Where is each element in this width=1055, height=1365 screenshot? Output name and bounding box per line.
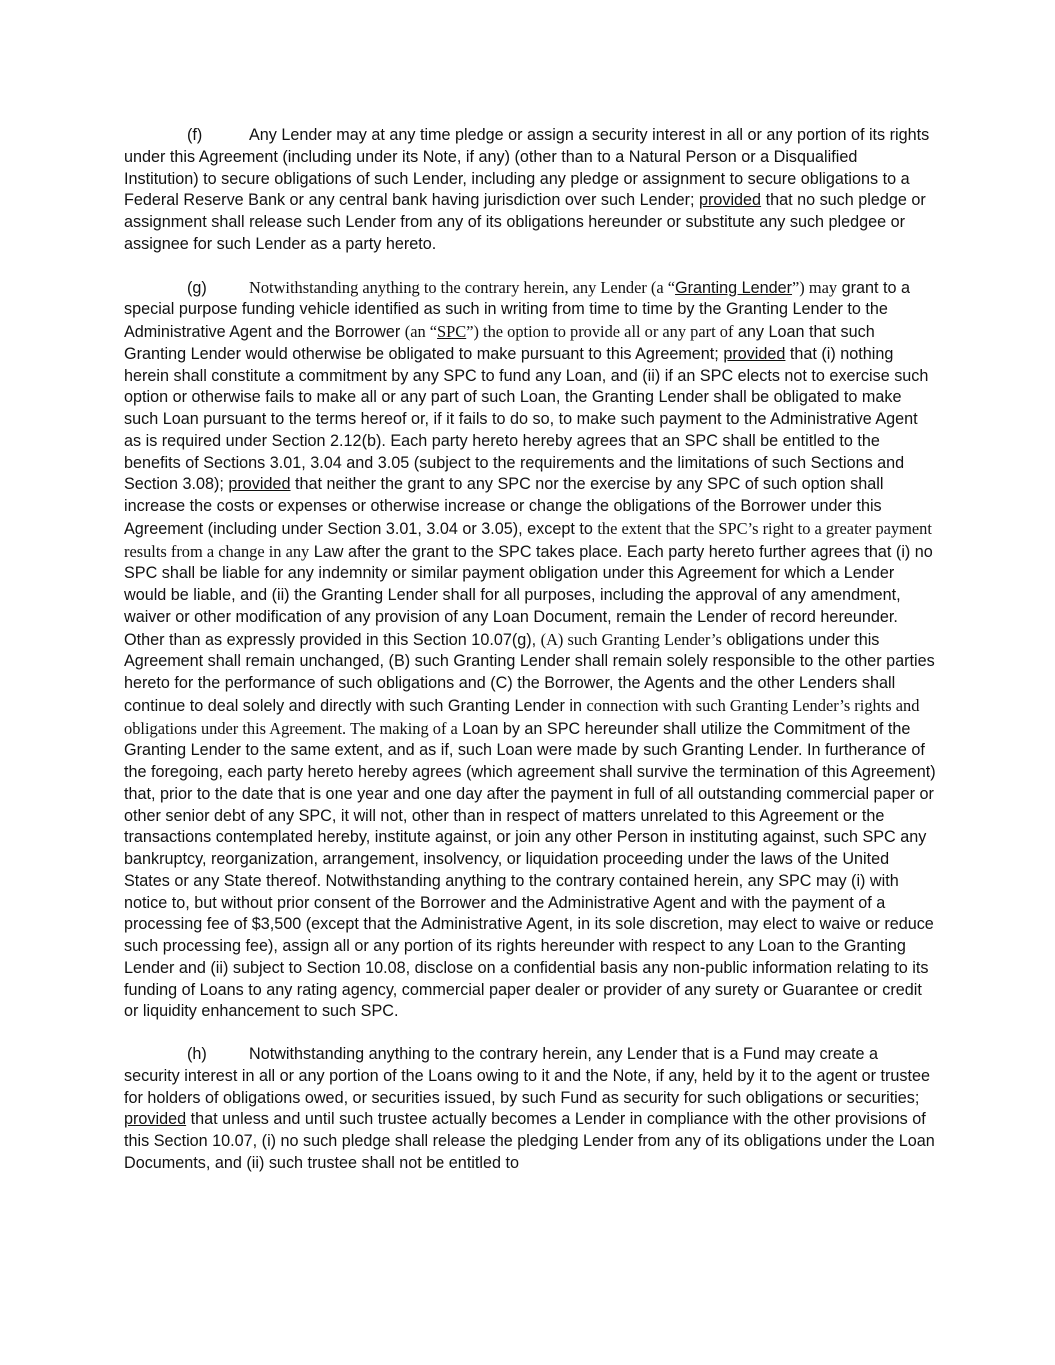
paragraph-g-text-3: that (i) nothing herein shall constitute a commitment by any SPC to fund any Loan, and (ii) if an SPC elects not to exercise such option or otherwise fails to make all or any part of such Loan, the Granting Lender shall be obligated to make such Loan pursuant to the terms hereof or, if it fails to do so, to make such payment to the Administrative Agent as is required under Section 2.12(b). Each party hereto hereby agrees that an SPC shall be entitled to the benefits of Sections 3.01, 3.04 and 3.05 (subject to the requirements and the limitations of such Sections and Section 3.08);	[124, 344, 929, 494]
provided-term: provided	[228, 475, 291, 494]
spc-term: SPC	[437, 322, 467, 341]
paragraph-g-text-1: grant to a special purpose funding vehicle identified as such in writing from time to time by the Granting Lender to the Administrative Agent and the Borrower	[124, 278, 910, 341]
paragraph-g-serif-3: (an “	[404, 322, 438, 341]
paragraph-g-serif-7: connection with such Granting Lender’s rights and obligations under this Agreement. The making of a	[124, 695, 920, 738]
paragraph-label-h: (h)	[187, 1045, 207, 1063]
paragraph-g-text-5: Law after the grant to the SPC takes place. Each party hereto further agrees that (i) no SPC shall be liable for any indemnity or similar payment obligation under this Agreement for which a Lender would be liable, and (ii) the Granting Lender shall for all purposes, including the approval of any amendment, waiver or other modification of any provision of any Loan Document, remain the Lender of record hereunder. Other than as expressly provided in this Section 10.07(g),	[124, 542, 933, 649]
provided-term: provided	[698, 191, 762, 210]
paragraph-g-serif-1: Notwithstanding anything to the contrary herein, any Lender (a “	[249, 277, 676, 297]
paragraph-h-text-2: that unless and until such trustee actually becomes a Lender in compliance with the other provisions of this Section 10.07, (i) no such pledge shall release the pledging Lender from any of its obligations under the Loan Documents, and (ii) such trustee shall not be entitled to	[124, 1110, 935, 1172]
granting-lender-term: Granting Lender	[675, 278, 793, 297]
paragraph-f-text-1: Any Lender may at any time pledge or assign a security interest in all or any portion of its rights under this Agreement (including under its Note, if any) (other than to a Natural Person or a Disqualified Institution) to secure obligations of such Lender, including any pledge or assignment to secure obligations to a Federal Reserve Bank or any central bank having jurisdiction over such Lender;	[124, 126, 930, 210]
paragraph-label-f: (f)	[187, 126, 203, 144]
document-page	[124, 125, 936, 1196]
paragraph-g-text-7: Loan by an SPC hereunder shall utilize the Commitment of the Granting Lender to the same extent, and as if, such Loan were made by such Granting Lender. In furtherance of the foregoing, each party hereto hereby agrees (which agreement shall survive the termination of this Agreement) that, prior to the date that is one year and one day after the payment in full of all outstanding commercial paper or other senior debt of any SPC, it will not, other than in respect of matters unrelated to this Agreement or the transactions contemplated hereby, institute against, or join any other Person in instituting against, such SPC any bankruptcy, reorganization, arrangement, insolvency, or liquidation proceeding under the laws of the United States or any State thereof. Notwithstanding anything to the contrary contained herein, any SPC may (i) with notice to, but without prior consent of the Borrower and the Administrative Agent and with the payment of a processing fee of $3,500 (except that the Administrative Agent, in its sole discretion, may elect to waive or reduce such processing fee), assign all or any portion of its rights hereunder with respect to any Loan to the Granting Lender and (ii) subject to Section 10.08, disclose on a confidential basis any non-public information relating to its funding of Loans to any rating agency, commercial paper dealer or provider of any surety or Guarantee or credit or liquidity enhancement to such SPC.	[124, 719, 936, 1021]
paragraph-g	[124, 277, 936, 1024]
paragraph-g-text-4: that neither the grant to any SPC nor the exercise by any SPC of such option shall increase the costs or expenses or otherwise increase or change the obligations of the Borrower under this Agreement (including under Section 3.01, 3.04 or 3.05), except to	[124, 475, 884, 538]
provided-term: provided	[723, 344, 786, 363]
paragraph-g-serif-2: ”) may	[792, 277, 838, 297]
paragraph-g-text-2: any Loan that such Granting Lender would otherwise be obligated to make pursuant to this Agreement;	[124, 323, 875, 363]
paragraph-g-serif-5: the extent that the SPC’s right to a greater payment results from a change in any	[124, 518, 932, 561]
provided-term: provided	[124, 1110, 187, 1129]
paragraph-f	[124, 125, 936, 256]
paragraph-g-serif-4: ”) the option to provide all or any part of	[466, 322, 734, 341]
paragraph-g-serif-6: (A) such Granting Lender’s	[540, 629, 722, 649]
paragraph-g-text-6: obligations under this Agreement shall remain unchanged, (B) such Granting Lender shall remain solely responsible to the other parties hereto for the performance of such obligations and (C) the Borrower, the Agents and the other Lenders shall continue to deal solely and directly with such Granting Lender in	[124, 630, 935, 715]
paragraph-label-g: (g)	[187, 278, 207, 297]
paragraph-h	[124, 1044, 936, 1175]
paragraph-h-text-1: Notwithstanding anything to the contrary herein, any Lender that is a Fund may create a security interest in all or any portion of the Loans owing to it and the Note, if any, held by it to the agent or trustee for holders of obligations owed, or securities issued, by such Fund as security for such obligations or securities;	[124, 1045, 930, 1107]
paragraph-f-text-2: that no such pledge or assignment shall release such Lender from any of its obligations hereunder or substitute any such pledgee or assignee for such Lender as a party hereto.	[124, 191, 926, 253]
